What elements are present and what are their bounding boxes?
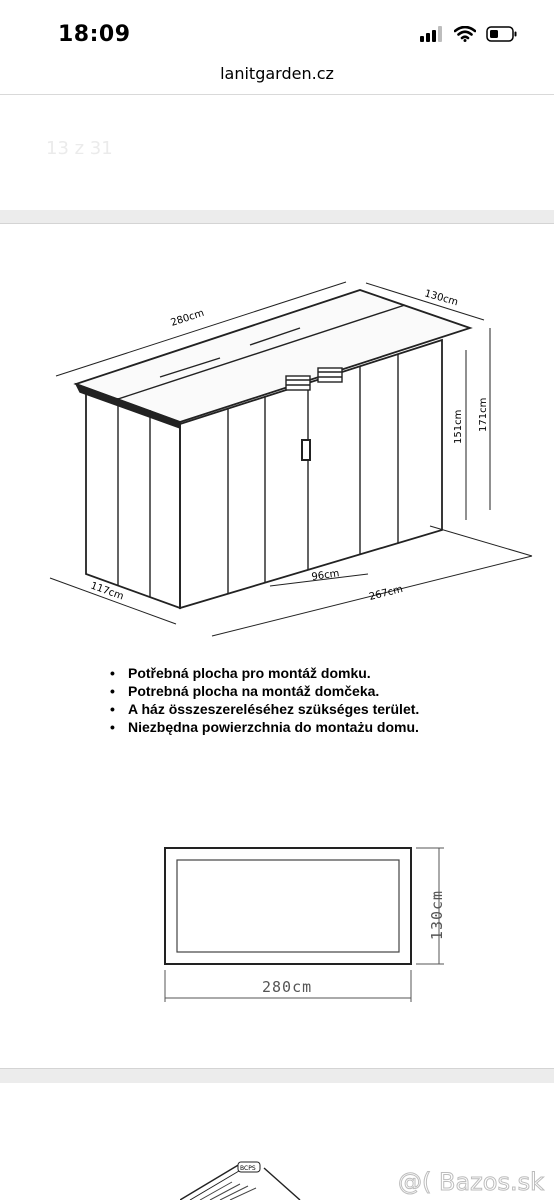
shed-drawing	[0, 224, 554, 654]
image-separator	[0, 210, 554, 224]
battery-icon	[486, 26, 518, 42]
dim-height-front: 151cm	[453, 409, 464, 444]
dim-length-bottom: 267cm	[368, 583, 405, 603]
dim-height-back: 171cm	[478, 397, 489, 432]
dim-depth-top: 130cm	[423, 288, 460, 309]
status-icons	[420, 26, 518, 42]
assembly-notes	[110, 664, 419, 736]
wifi-icon	[454, 26, 476, 42]
status-bar	[0, 0, 554, 56]
dim-length-top: 280cm	[169, 307, 206, 329]
divider	[0, 94, 554, 95]
roof	[76, 290, 470, 422]
watermark: @( Bazos.sk	[398, 1168, 544, 1196]
sketch-badge: BCPS	[240, 1165, 256, 1172]
image-separator	[0, 1068, 554, 1083]
note-item: • A ház összeszereléséhez szükséges terület.	[110, 700, 419, 718]
note-item: • Niezbędna powierzchnia do montażu domu.	[110, 718, 419, 736]
note-item: • Potřebná plocha pro montáž domku.	[110, 664, 419, 682]
next-image-preview	[180, 1160, 330, 1200]
dim-depth-side: 117cm	[88, 580, 125, 603]
status-time: 18:09	[58, 22, 131, 47]
image-counter: 13 z 31	[46, 138, 113, 159]
cellular-signal-icon	[420, 26, 444, 42]
plan-width-label: 280cm	[262, 978, 313, 996]
address-bar[interactable]	[0, 56, 554, 94]
dim-door: 96cm	[310, 568, 341, 583]
plan-height-label: 130cm	[428, 889, 447, 941]
note-item: • Potrebná plocha na montáž domčeka.	[110, 682, 419, 700]
url-text: lanitgarden.cz	[220, 64, 334, 83]
